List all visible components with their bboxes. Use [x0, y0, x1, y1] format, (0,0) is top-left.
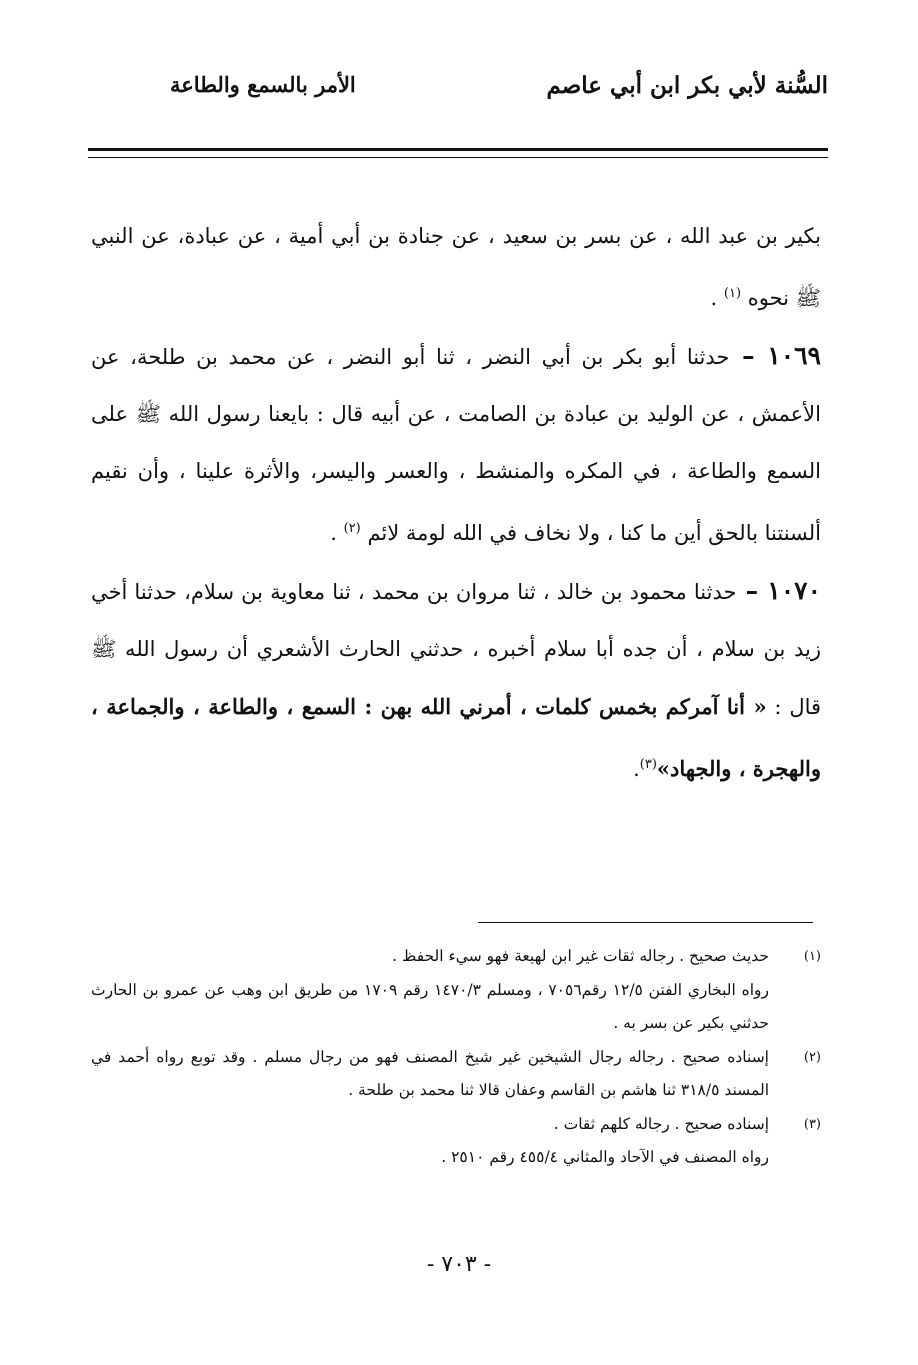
footnote-line: إسناده صحيح . رجاله رجال الشيخين غير شيخ المصنف فهو من رجال مسلم . وقد توبع رواه أحمد في المسند ٣١٨/٥ ثنا هاشم بن القاسم وعفان قالا ثنا محمد بن طلحة . — [91, 1047, 769, 1099]
header-rule-thin — [88, 157, 828, 158]
footnote-ref-1: (١) — [723, 286, 742, 301]
continuation-paragraph — [91, 208, 821, 327]
footnote-line: رواه المصنف في الآحاد والمثاني ٤٥٥/٤ رقم ٢٥١٠ . — [441, 1148, 769, 1166]
page-number: - ٧٠٣ - — [426, 1252, 492, 1277]
hadith-dash: – — [729, 341, 768, 370]
hadith-1069 — [91, 327, 821, 562]
punctuation: . — [710, 286, 724, 310]
prophetic-quote: « أنا آمركم بخمس كلمات ، أمرني الله بهن : السمع ، والطاعة ، والجماعة ، والهجرة ، والجهاد» — [91, 694, 821, 781]
footnote-number: (١) — [803, 949, 821, 964]
book-title: السُّنة لأبي بكر ابن أبي عاصم — [546, 72, 828, 99]
header-rule-thick — [88, 148, 828, 151]
footnote-ref-3: (٣) — [639, 757, 657, 772]
footnote-2 — [91, 1041, 821, 1108]
footnote-3 — [91, 1108, 821, 1175]
footnote-ref-2: (٢) — [343, 521, 361, 536]
footnote-number: (٣) — [803, 1116, 821, 1132]
hadith-1070 — [91, 562, 821, 798]
footnote-line: حديث صحيح . رجاله ثقات غير ابن لهيعة فهو سيء الحفظ . — [392, 947, 769, 965]
footnotes — [91, 940, 821, 1175]
chapter-title: الأمر بالسمع والطاعة — [170, 72, 356, 97]
main-text — [91, 208, 821, 798]
hadith-dash: – — [736, 576, 768, 605]
hadith-text: حدثنا أبو بكر بن أبي النضر ، ثنا أبو النضر ، عن محمد بن طلحة، عن الأعمش ، عن الوليد بن عبادة بن الصامت ، عن أبيه قال : بايعنا رسول الله ﷺ على السمع والطاعة ، في المكره والمنشط ، والعسر واليسر، والأثرة علينا ، وأن نقيم ألسنتنا بالحق أين ما كنا ، ولا نخاف في الله لومة لائم — [91, 345, 821, 545]
footnote-1 — [91, 940, 821, 1041]
footnote-line: إسناده صحيح . رجاله كلهم ثقات . — [553, 1114, 769, 1133]
footnote-line: رواه البخاري الفتن ١٢/٥ رقم٧٠٥٦ ، ومسلم ١٤٧٠/٣ رقم ١٧٠٩ من طريق ابن وهب عن عمرو بن الحارث حدثني بكير عن بسر به . — [91, 980, 770, 1032]
punctuation: . — [633, 757, 640, 781]
hadith-number: ١٠٦٩ — [767, 341, 821, 370]
continuation-text: بكير بن عبد الله ، عن بسر بن سعيد ، عن جنادة بن أبي أمية ، عن عبادة، عن النبي ﷺ نحوه — [91, 224, 821, 310]
punctuation: . — [330, 521, 344, 545]
footnote-number: (٢) — [803, 1049, 821, 1065]
page-header — [90, 72, 828, 116]
hadith-number: ١٠٧٠ — [767, 576, 821, 605]
hadith-text: حدثنا محمود بن خالد ، ثنا مروان بن محمد ، ثنا معاوية بن سلام، حدثنا أخي زيد بن سلام ، أن جده أبا سلام أخبره ، حدثني الحارث الأشعري أن رسول الله ﷺ قال : — [91, 580, 822, 719]
footnote-separator — [478, 922, 813, 923]
